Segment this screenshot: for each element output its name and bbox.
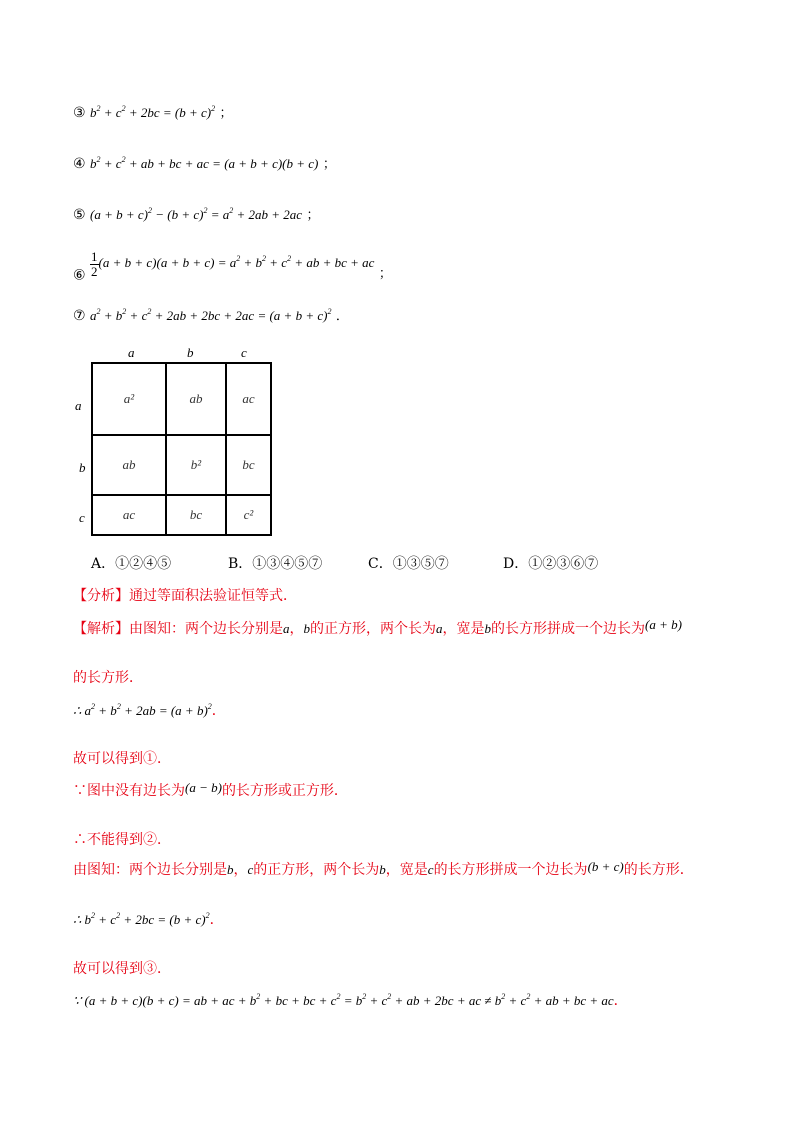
statement-6: ⑥ $\frac{1}{2}$ $(a + b + c)(a + b + c) = a^2 + b^2 + c^2$ + ab + bc + ac ；: [73, 249, 392, 284]
cell-b-squared: b²: [166, 435, 226, 495]
statement-4-expression: $b^2 + c^2$ + ab + bc + ac = (a + b + c)(b + c): [90, 155, 319, 171]
option-a[interactable]: A．①②④⑤: [91, 556, 172, 572]
equation-2: ∴ $b^2 + c^2 + 2bc = (b + c)^2$．: [73, 911, 224, 928]
row-label-c: c: [79, 510, 85, 525]
analysis-text: 通过等面积法验证恒等式．: [129, 588, 297, 604]
cell-bc: bc: [226, 435, 271, 495]
row-label-a: a: [75, 398, 82, 413]
statement-5: ⑤ $(a + b + c)^2 - (b + c)^2 = a^2 + 2ab + 2ac$ ；: [73, 206, 320, 223]
area-grid: [91, 362, 272, 536]
conclusion-3: 故可以得到③．: [73, 961, 171, 977]
statement-3: ③ $b^2 + c^2 + 2bc = (b + c)^2$ ；: [73, 104, 233, 121]
solution-tag: 【解析】: [73, 621, 129, 637]
cell-ac: ac: [92, 495, 166, 535]
statement-number: ③: [73, 105, 86, 121]
conclusion-1: 故可以得到①．: [73, 751, 171, 767]
statement-4: ④ $b^2 + c^2$ + ab + bc + ac = (a + b + c)(b + c) ；: [73, 155, 336, 172]
statement-3-expression: $b^2 + c^2 + 2bc = (b + c)^2$: [90, 104, 216, 120]
equation-3: ∵ (a + b + c)(b + c) = ab + ac + $b^2$ + bc + bc + $c^2 = b^2 + c^2$ + ab + 2bc + ac ≠ $b^2 + c^2$ + ab + bc + ac．: [73, 992, 628, 1009]
analysis-tag: 【分析】: [73, 588, 129, 604]
column-label-c: c: [241, 345, 247, 360]
row-label-b: b: [79, 460, 86, 475]
option-b[interactable]: B．①③④⑤⑦: [228, 556, 323, 572]
solution-paragraph-1: 【解析】由图知：两个边长分别是a，b的正方形，两个长为a，宽是b的长方形拼成一个边长为(a + b): [73, 617, 682, 637]
analysis-line: [73, 585, 297, 605]
solution-paragraph-1-cont: 的长方形．: [73, 670, 143, 686]
option-d[interactable]: D．①②③⑥⑦: [503, 556, 599, 572]
cell-ab: ab: [166, 363, 226, 435]
cell-ac: ac: [226, 363, 271, 435]
equation-1: ∴ $a^2 + b^2 + 2ab = (a + b)^2$．: [73, 702, 226, 719]
column-label-b: b: [187, 345, 194, 360]
option-c[interactable]: C．①③⑤⑦: [368, 556, 449, 572]
cell-ab: ab: [92, 435, 166, 495]
statement-7: ⑦ $a^2 + b^2 + c^2 + 2ab + 2bc + 2ac = (a + b + c)^2$ ．: [73, 307, 349, 324]
area-model-figure: [73, 345, 273, 545]
statement-5-expression: $(a + b + c)^2 - (b + c)^2 = a^2 + 2ab + 2ac$: [90, 206, 303, 222]
cell-c-squared: c²: [226, 495, 271, 535]
one-half-fraction: $\frac{1}{2}$: [91, 249, 98, 279]
column-label-a: a: [128, 345, 135, 360]
reason-line: ∵图中没有边长为(a − b)的长方形或正方形．: [73, 780, 348, 799]
statement-number: ⑦: [73, 308, 86, 324]
statement-6-expression: $\frac{1}{2}$ $(a + b + c)(a + b + c) = a^2 + b^2 + c^2$ + ab + bc + ac: [91, 249, 375, 279]
statement-number: ⑥: [73, 267, 86, 284]
statement-number: ④: [73, 156, 86, 172]
cell-a-squared: a²: [92, 363, 166, 435]
cell-bc: bc: [166, 495, 226, 535]
statement-7-expression: $a^2 + b^2 + c^2 + 2ab + 2bc + 2ac = (a + b + c)^2$: [90, 307, 332, 323]
statement-number: ⑤: [73, 207, 86, 223]
conclusion-2: ∴不能得到②．: [73, 832, 171, 848]
solution-paragraph-2: 由图知：两个边长分别是b，c的正方形，两个长为b，宽是c的长方形拼成一个边长为(b + c)的长方形．: [73, 859, 694, 878]
